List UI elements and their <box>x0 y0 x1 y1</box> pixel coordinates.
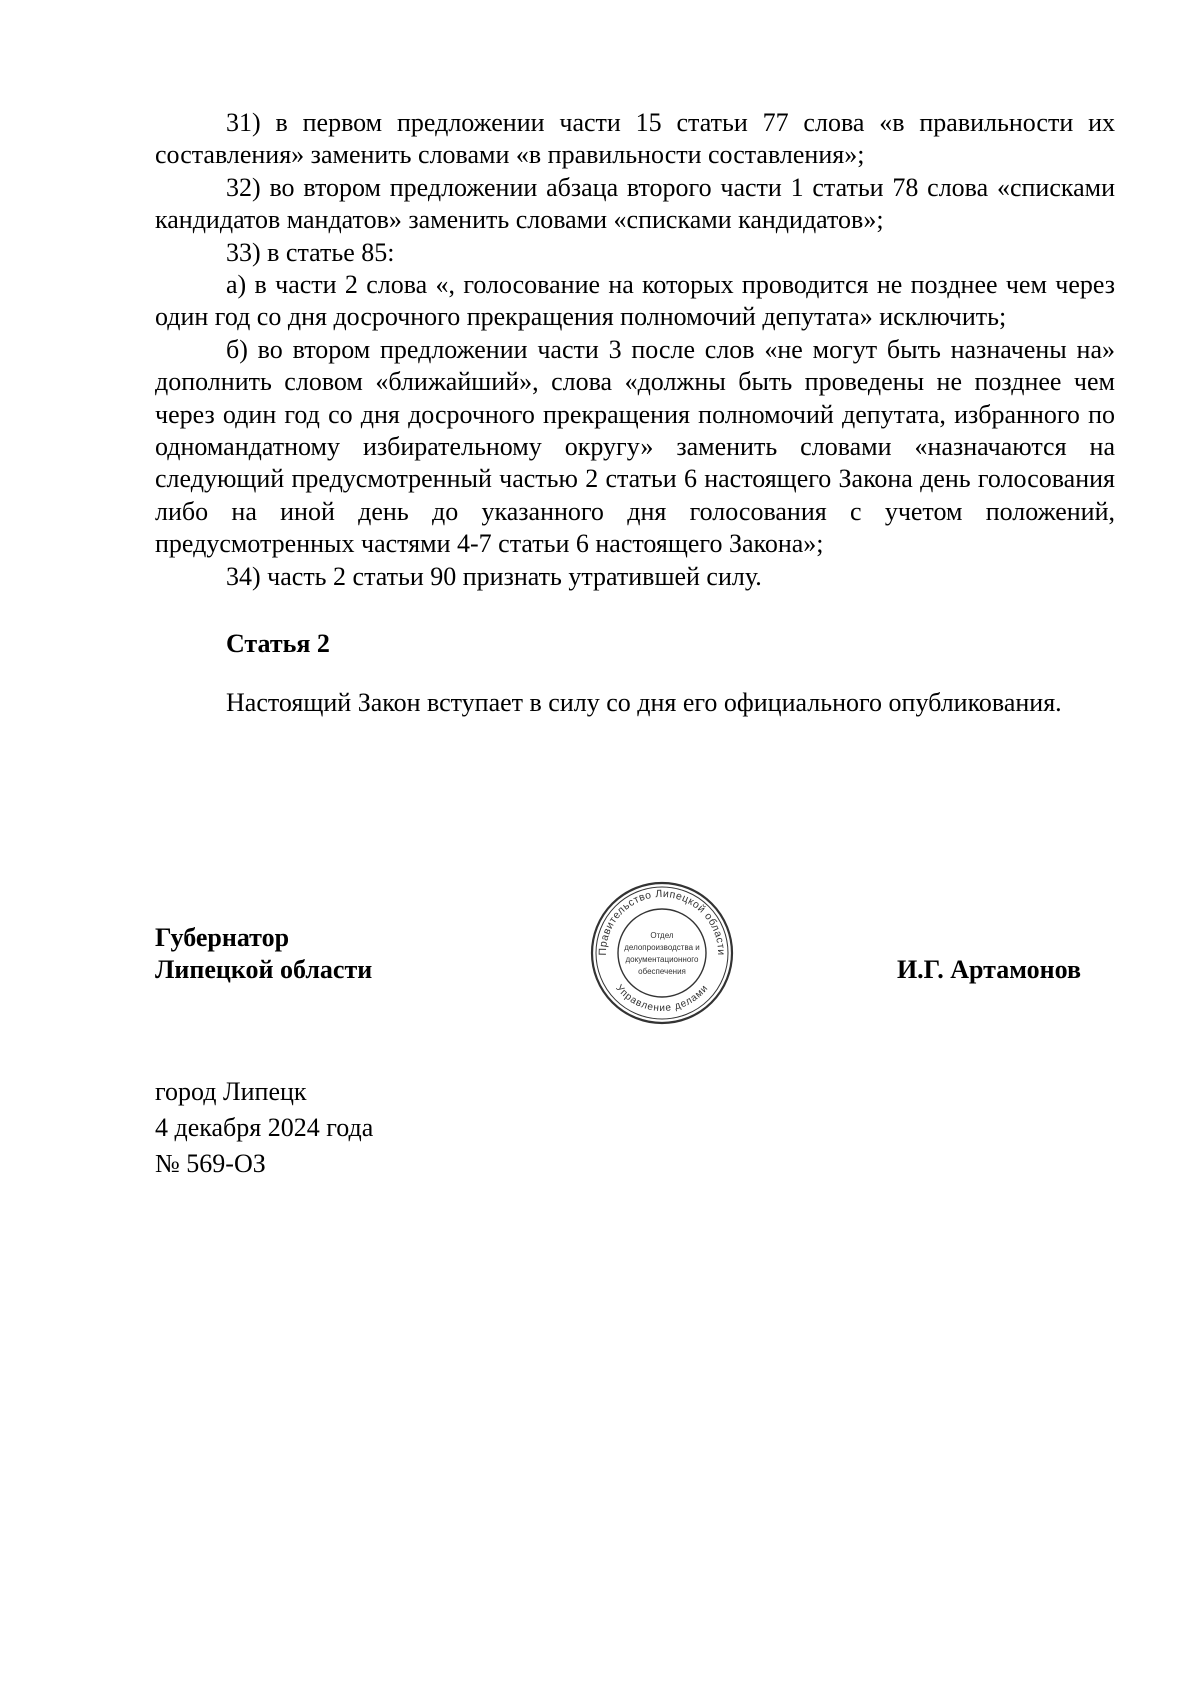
seal-inner-line4: обеспечения <box>638 967 686 976</box>
amendment-32: 32) во втором предложении абзаца второго части 1 статьи 78 слова «списками кандидатов мандатов» заменить словами «списками кандидатов»; <box>155 172 1115 235</box>
governor-title-line2: Липецкой области <box>155 955 373 984</box>
signature-block <box>155 887 1115 1062</box>
seal-inner-line3: документационного <box>625 955 699 964</box>
law-text-page <box>155 107 1115 720</box>
official-seal-stamp <box>589 880 735 1026</box>
footer-law-number: № 569-ОЗ <box>155 1149 266 1178</box>
amendment-31: 31) в первом предложении части 15 статьи 77 слова «в правильности их составления» заменить словами «в правильности составления»; <box>155 108 1115 170</box>
governor-title <box>155 922 372 986</box>
amendment-33a: а) в части 2 слова «, голосование на которых проводится не позднее чем через один год со дня досрочного прекращения полномочий депутата» исключить; <box>155 270 1115 332</box>
footer-date: 4 декабря 2024 года <box>155 1113 374 1142</box>
governor-name: И.Г. Артамонов <box>896 955 1081 984</box>
amendment-33: 33) в статье 85: <box>226 237 395 267</box>
seal-bottom-text: Управление делами <box>613 982 711 1015</box>
seal-inner-line1: Отдел <box>650 931 674 940</box>
footer-city: город Липецк <box>155 1077 307 1106</box>
article-2-body: Настоящий Закон вступает в силу со дня его официального опубликования. <box>226 688 1062 718</box>
amendment-33b: б) во втором предложении части 3 после слов «не могут быть назначены на» дополнить словом «ближайший», слова «должны быть проведены не позднее чем через один год со дня досрочного прекращения полномочий депутата, избранного по одномандатному избирательному округу» заменить словами «назначаются на следующий предусмотренный частью 2 статьи 6 настоящего Закона день голосования либо на иной день до указанного дня голосования с учетом положений, предусмотренных частями 4-7 статьи 6 настоящего Закона»; <box>155 334 1115 559</box>
article-2-heading: Статья 2 <box>226 629 330 659</box>
governor-title-line1: Губернатор <box>155 923 290 952</box>
seal-outer-text: Правительство Липецкой области <box>596 887 728 956</box>
seal-inner-line2: делопроизводства и <box>624 943 700 952</box>
document-footer <box>155 1074 373 1182</box>
amendment-34: 34) часть 2 статьи 90 признать утратившей силу. <box>226 561 762 591</box>
